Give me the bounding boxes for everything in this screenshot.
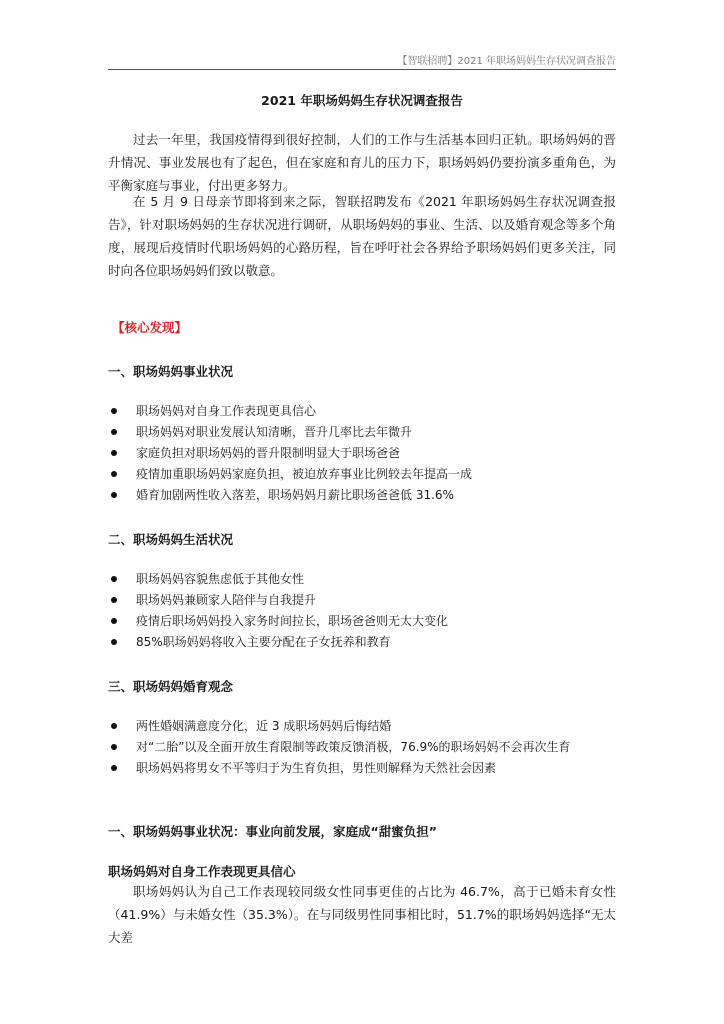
list-item-text: 疫情加重职场妈妈家庭负担，被迫放弃事业比例较去年提高一成 bbox=[136, 467, 473, 481]
bullet-icon bbox=[111, 408, 117, 414]
document-title: 2021 年职场妈妈生存状况调查报告 bbox=[261, 93, 463, 108]
page-header: 【智联招聘】2021 年职场妈妈生存状况调查报告 bbox=[397, 56, 616, 67]
list-item bbox=[108, 590, 616, 611]
header-divider bbox=[108, 69, 616, 70]
bullet-list-life bbox=[108, 569, 616, 653]
list-item bbox=[108, 485, 616, 506]
list-item-text: 职场妈妈容貌焦虑低于其他女性 bbox=[136, 572, 305, 586]
bullet-icon bbox=[111, 765, 117, 771]
bullet-icon bbox=[111, 450, 117, 456]
chapter-body-paragraph: 职场妈妈认为自己工作表现较同级女性同事更佳的占比为 46.7%，高于已婚未育女性（41.9%）与未婚女性（35.3%）。在与同级男性同事相比时，51.7%的职场妈妈选择“无太大差 bbox=[108, 884, 616, 945]
list-item-text: 疫情后职场妈妈投入家务时间拉长，职场爸爸则无太大变化 bbox=[136, 614, 449, 628]
bullet-icon bbox=[111, 576, 117, 582]
list-item-text: 职场妈妈对自身工作表现更具信心 bbox=[136, 404, 317, 418]
bullet-icon bbox=[111, 492, 117, 498]
core-findings-label: 【核心发现】 bbox=[112, 320, 188, 335]
intro-paragraph-1: 过去一年里，我国疫情得到很好控制，人们的工作与生活基本回归正轨。职场妈妈的晋升情况、事业发展也有了起色，但在家庭和育儿的压力下，职场妈妈仍要扮演多重角色，为平衡家庭与事业，付出更多努力。 bbox=[108, 132, 616, 193]
list-item bbox=[108, 632, 616, 653]
list-item-text: 职场妈妈对职业发展认知清晰，晋升几率比去年微升 bbox=[136, 425, 413, 439]
bullet-icon bbox=[111, 429, 117, 435]
list-item bbox=[108, 569, 616, 590]
list-item bbox=[108, 737, 616, 758]
section-heading-career: 一、职场妈妈事业状况 bbox=[108, 364, 234, 379]
list-item-text: 对“二胎”以及全面开放生育限制等政策反馈消极，76.9%的职场妈妈不会再次生育 bbox=[136, 740, 571, 754]
list-item-text: 两性婚姻满意度分化，近 3 成职场妈妈后悔结婚 bbox=[136, 719, 392, 733]
list-item-text: 婚育加剧两性收入落差，职场妈妈月薪比职场爸爸低 31.6% bbox=[136, 488, 454, 502]
list-item bbox=[108, 443, 616, 464]
bullet-icon bbox=[111, 744, 117, 750]
chapter-heading: 一、职场妈妈事业状况：事业向前发展，家庭成“甜蜜负担” bbox=[108, 824, 437, 839]
bullet-icon bbox=[111, 471, 117, 477]
section-heading-marriage: 三、职场妈妈婚育观念 bbox=[108, 679, 234, 694]
list-item bbox=[108, 401, 616, 422]
list-item bbox=[108, 758, 616, 779]
list-item bbox=[108, 716, 616, 737]
list-item-text: 职场妈妈兼顾家人陪伴与自我提升 bbox=[136, 593, 317, 607]
section-heading-life: 二、职场妈妈生活状况 bbox=[108, 532, 234, 547]
bullet-icon bbox=[111, 597, 117, 603]
chapter-subheading: 职场妈妈对自身工作表现更具信心 bbox=[108, 864, 296, 879]
bullet-list-career bbox=[108, 401, 616, 506]
bullet-icon bbox=[111, 723, 117, 729]
list-item-text: 职场妈妈将男女不平等归于为生育负担，男性则解释为天然社会因素 bbox=[136, 761, 497, 775]
intro-paragraph-2: 在 5 月 9 日母亲节即将到来之际，智联招聘发布《2021 年职场妈妈生存状况调查报告》，针对职场妈妈的生存状况进行调研，从职场妈妈的事业、生活、以及婚育观念等多个角度，展现后疫情时代职场妈妈的心路历程，旨在呼吁社会各界给予职场妈妈们更多关注，同时向各位职场妈妈们致以敬意。 bbox=[108, 194, 616, 278]
list-item bbox=[108, 464, 616, 485]
list-item-text: 家庭负担对职场妈妈的晋升限制明显大于职场爸爸 bbox=[136, 446, 401, 460]
bullet-list-marriage bbox=[108, 716, 616, 779]
list-item bbox=[108, 422, 616, 443]
list-item bbox=[108, 611, 616, 632]
bullet-icon bbox=[111, 618, 117, 624]
list-item-text: 85%职场妈妈将收入主要分配在子女抚养和教育 bbox=[136, 635, 391, 649]
bullet-icon bbox=[111, 639, 117, 645]
